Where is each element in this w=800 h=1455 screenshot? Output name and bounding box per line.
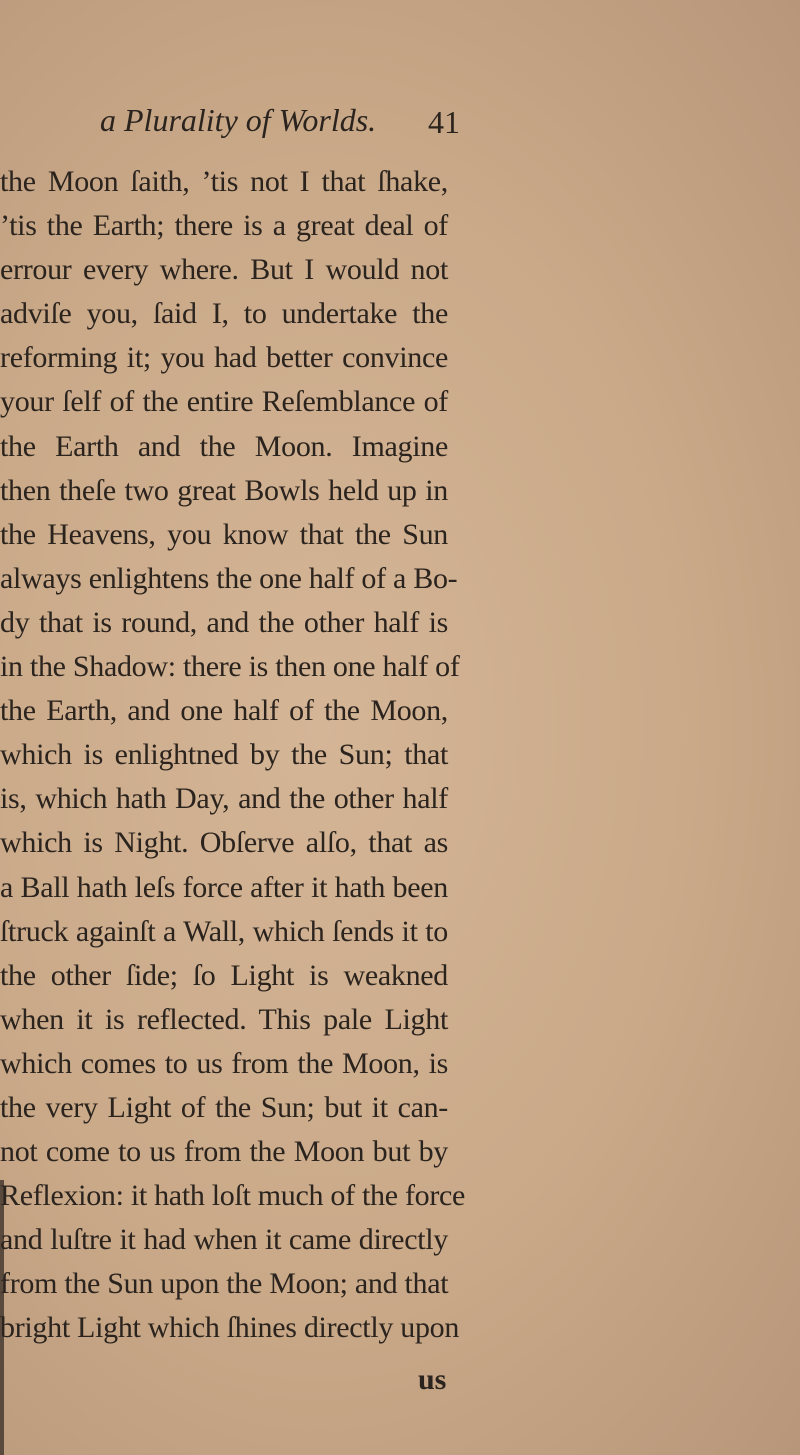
text-line: which comes to us from the Moon, is xyxy=(0,1046,448,1080)
text-line: which is enlightned by the Sun; that xyxy=(0,738,448,772)
body-text xyxy=(0,160,466,1351)
text-line: your ſelf of the entire Reſemblance of xyxy=(0,385,448,419)
text-line: the other ſide; ſo Light is weakned xyxy=(0,958,448,992)
text-line: errour every where. But I would not xyxy=(0,253,448,287)
running-title: a Plurality of Worlds. xyxy=(100,102,377,138)
page-header xyxy=(0,100,460,150)
text-line: and luſtre it had when it came directly xyxy=(0,1223,448,1257)
text-line: the Heavens, you know that the Sun xyxy=(0,517,448,551)
text-line: dy that is round, and the other half is xyxy=(0,605,448,639)
text-line: the Earth and the Moon. Imagine xyxy=(0,429,448,463)
text-line: adviſe you, ſaid I, to undertake the xyxy=(0,297,448,331)
text-line: ſtruck againſt a Wall, which ſends it to xyxy=(0,914,448,948)
text-line: when it is reflected. This pale Light xyxy=(0,1002,448,1036)
text-line: the Moon ſaith, ’tis not I that ſhake, xyxy=(0,165,448,198)
text-line: a Ball hath leſs force after it hath been xyxy=(0,870,448,904)
text-line: is, which hath Day, and the other half xyxy=(0,782,448,816)
text-line: Reflexion: it hath loſt much of the force xyxy=(0,1179,466,1213)
text-line: in the Shadow: there is then one half of xyxy=(0,650,460,684)
text-line: ’tis the Earth; there is a great deal of xyxy=(0,209,448,243)
text-line: the Earth, and one half of the Moon, xyxy=(0,694,448,728)
page-number: 41 xyxy=(428,104,460,140)
text-line: which is Night. Obſerve alſo, that as xyxy=(0,826,448,860)
catchword: us xyxy=(418,1363,447,1396)
text-line: the very Light of the Sun; but it can- xyxy=(0,1090,448,1124)
text-line: reforming it; you had better convince xyxy=(0,341,448,375)
text-line: bright Light which ſhines directly upon xyxy=(0,1311,460,1345)
text-line: from the Sun upon the Moon; and that xyxy=(0,1267,449,1301)
text-line: always enlightens the one half of a Bo- xyxy=(0,561,458,595)
text-line: then theſe two great Bowls held up in xyxy=(0,473,448,507)
text-line: not come to us from the Moon but by xyxy=(0,1135,448,1169)
